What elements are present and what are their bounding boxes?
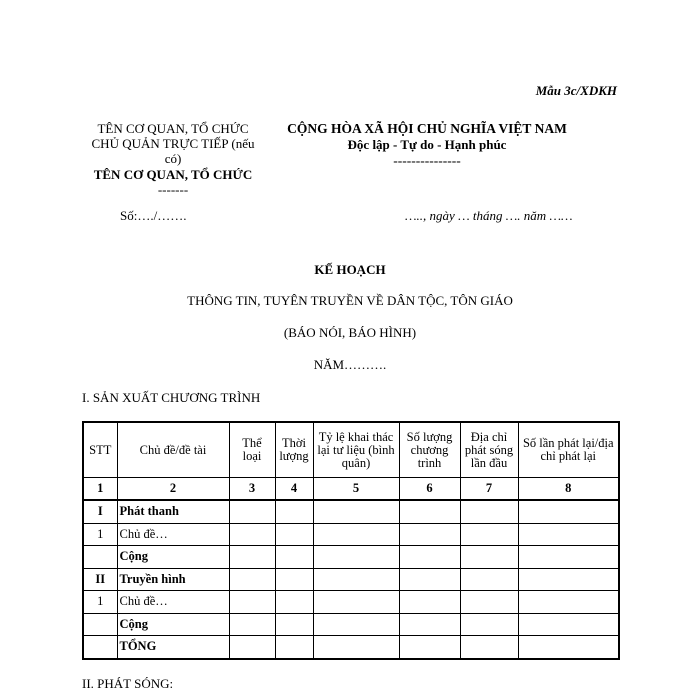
col-number: 6 xyxy=(399,478,460,501)
column-number-row xyxy=(83,478,619,501)
empty-cell xyxy=(460,591,518,614)
date-line: ….., ngày … tháng …. năm …… xyxy=(405,208,573,223)
table-row xyxy=(83,546,619,569)
header-rebroadcast: Số lần phát lại/địa chỉ phát lại xyxy=(518,422,619,478)
document-media-type: (BÁO NÓI, BÁO HÌNH) xyxy=(283,325,417,340)
left-header xyxy=(78,121,268,197)
form-code: Mẫu 3c/XDKH xyxy=(535,83,617,98)
empty-cell xyxy=(518,500,619,523)
empty-cell xyxy=(399,613,460,636)
empty-cell xyxy=(275,546,313,569)
table-row xyxy=(83,591,619,614)
row-label: Truyền hình xyxy=(117,568,229,591)
col-number: 3 xyxy=(229,478,275,501)
row-stt xyxy=(83,636,117,659)
document-subtitle: THÔNG TIN, TUYÊN TRUYỀN VỀ DÂN TỘC, TÔN GIÁO xyxy=(187,293,513,308)
empty-cell xyxy=(275,591,313,614)
header-program-count: Số lượng chương trình xyxy=(399,422,460,478)
col-number: 4 xyxy=(275,478,313,501)
national-motto: Độc lập - Tự do - Hạnh phúc xyxy=(347,137,507,152)
empty-cell xyxy=(460,523,518,546)
empty-cell xyxy=(399,568,460,591)
empty-cell xyxy=(229,523,275,546)
document-title: KẾ HOẠCH xyxy=(314,262,386,277)
empty-cell xyxy=(275,613,313,636)
empty-cell xyxy=(313,613,399,636)
row-stt: II xyxy=(83,568,117,591)
empty-cell xyxy=(518,568,619,591)
row-label: Cộng xyxy=(117,546,229,569)
col-number: 1 xyxy=(83,478,117,501)
empty-cell xyxy=(460,613,518,636)
empty-cell xyxy=(399,523,460,546)
empty-cell xyxy=(313,568,399,591)
empty-cell xyxy=(518,591,619,614)
table-row xyxy=(83,568,619,591)
plan-table xyxy=(82,421,620,660)
row-stt xyxy=(83,613,117,636)
row-label: TỔNG xyxy=(117,636,229,659)
empty-cell xyxy=(460,636,518,659)
empty-cell xyxy=(229,546,275,569)
right-header xyxy=(268,121,586,169)
row-stt xyxy=(83,546,117,569)
empty-cell xyxy=(518,546,619,569)
org-name: TÊN CƠ QUAN, TỔ CHỨC xyxy=(93,167,253,182)
table-row xyxy=(83,523,619,546)
header-broadcast-address: Địa chỉ phát sóng lần đầu xyxy=(460,422,518,478)
header-reuse-ratio: Tỷ lệ khai thác lại tư liệu (bình quân) xyxy=(313,422,399,478)
table-row xyxy=(83,613,619,636)
empty-cell xyxy=(399,591,460,614)
reference-number: Số:…./……. xyxy=(120,208,187,223)
empty-cell xyxy=(275,500,313,523)
empty-cell xyxy=(275,636,313,659)
empty-cell xyxy=(399,500,460,523)
empty-cell xyxy=(229,613,275,636)
row-label: Chủ đề… xyxy=(117,523,229,546)
col-number: 8 xyxy=(518,478,619,501)
empty-cell xyxy=(313,591,399,614)
empty-cell xyxy=(275,568,313,591)
row-stt: I xyxy=(83,500,117,523)
row-stt: 1 xyxy=(83,591,117,614)
document-year: NĂM………. xyxy=(313,357,387,372)
empty-cell xyxy=(460,568,518,591)
row-label: Cộng xyxy=(117,613,229,636)
empty-cell xyxy=(229,591,275,614)
empty-cell xyxy=(229,636,275,659)
empty-cell xyxy=(229,500,275,523)
empty-cell xyxy=(518,613,619,636)
empty-cell xyxy=(460,546,518,569)
parent-org-line1: TÊN CƠ QUAN, TỔ CHỨC xyxy=(97,121,249,136)
empty-cell xyxy=(460,500,518,523)
header-row xyxy=(83,422,619,478)
empty-cell xyxy=(399,546,460,569)
empty-cell xyxy=(229,568,275,591)
section-heading-broadcast: II. PHÁT SÓNG: xyxy=(82,676,174,691)
parent-org-line3: có) xyxy=(164,151,182,166)
table-row xyxy=(83,500,619,523)
empty-cell xyxy=(518,636,619,659)
row-label: Chủ đề… xyxy=(117,591,229,614)
empty-cell xyxy=(313,636,399,659)
empty-cell xyxy=(399,636,460,659)
col-number: 7 xyxy=(460,478,518,501)
table-row xyxy=(83,636,619,659)
header-genre: Thể loại xyxy=(229,422,275,478)
row-stt: 1 xyxy=(83,523,117,546)
empty-cell xyxy=(275,523,313,546)
header-topic: Chủ đề/đề tài xyxy=(117,422,229,478)
section-heading-production: I. SẢN XUẤT CHƯƠNG TRÌNH xyxy=(82,390,261,405)
row-label: Phát thanh xyxy=(117,500,229,523)
empty-cell xyxy=(313,523,399,546)
col-number: 2 xyxy=(117,478,229,501)
empty-cell xyxy=(313,500,399,523)
col-number: 5 xyxy=(313,478,399,501)
empty-cell xyxy=(518,523,619,546)
country-name: CỘNG HÒA XÃ HỘI CHỦ NGHĨA VIỆT NAM xyxy=(287,121,567,136)
left-divider: ------- xyxy=(157,182,189,197)
header-duration: Thời lượng xyxy=(275,422,313,478)
empty-cell xyxy=(313,546,399,569)
parent-org-line2: CHỦ QUẢN TRỰC TIẾP (nếu xyxy=(91,136,255,151)
right-divider: --------------- xyxy=(393,153,461,168)
header-stt: STT xyxy=(83,422,117,478)
